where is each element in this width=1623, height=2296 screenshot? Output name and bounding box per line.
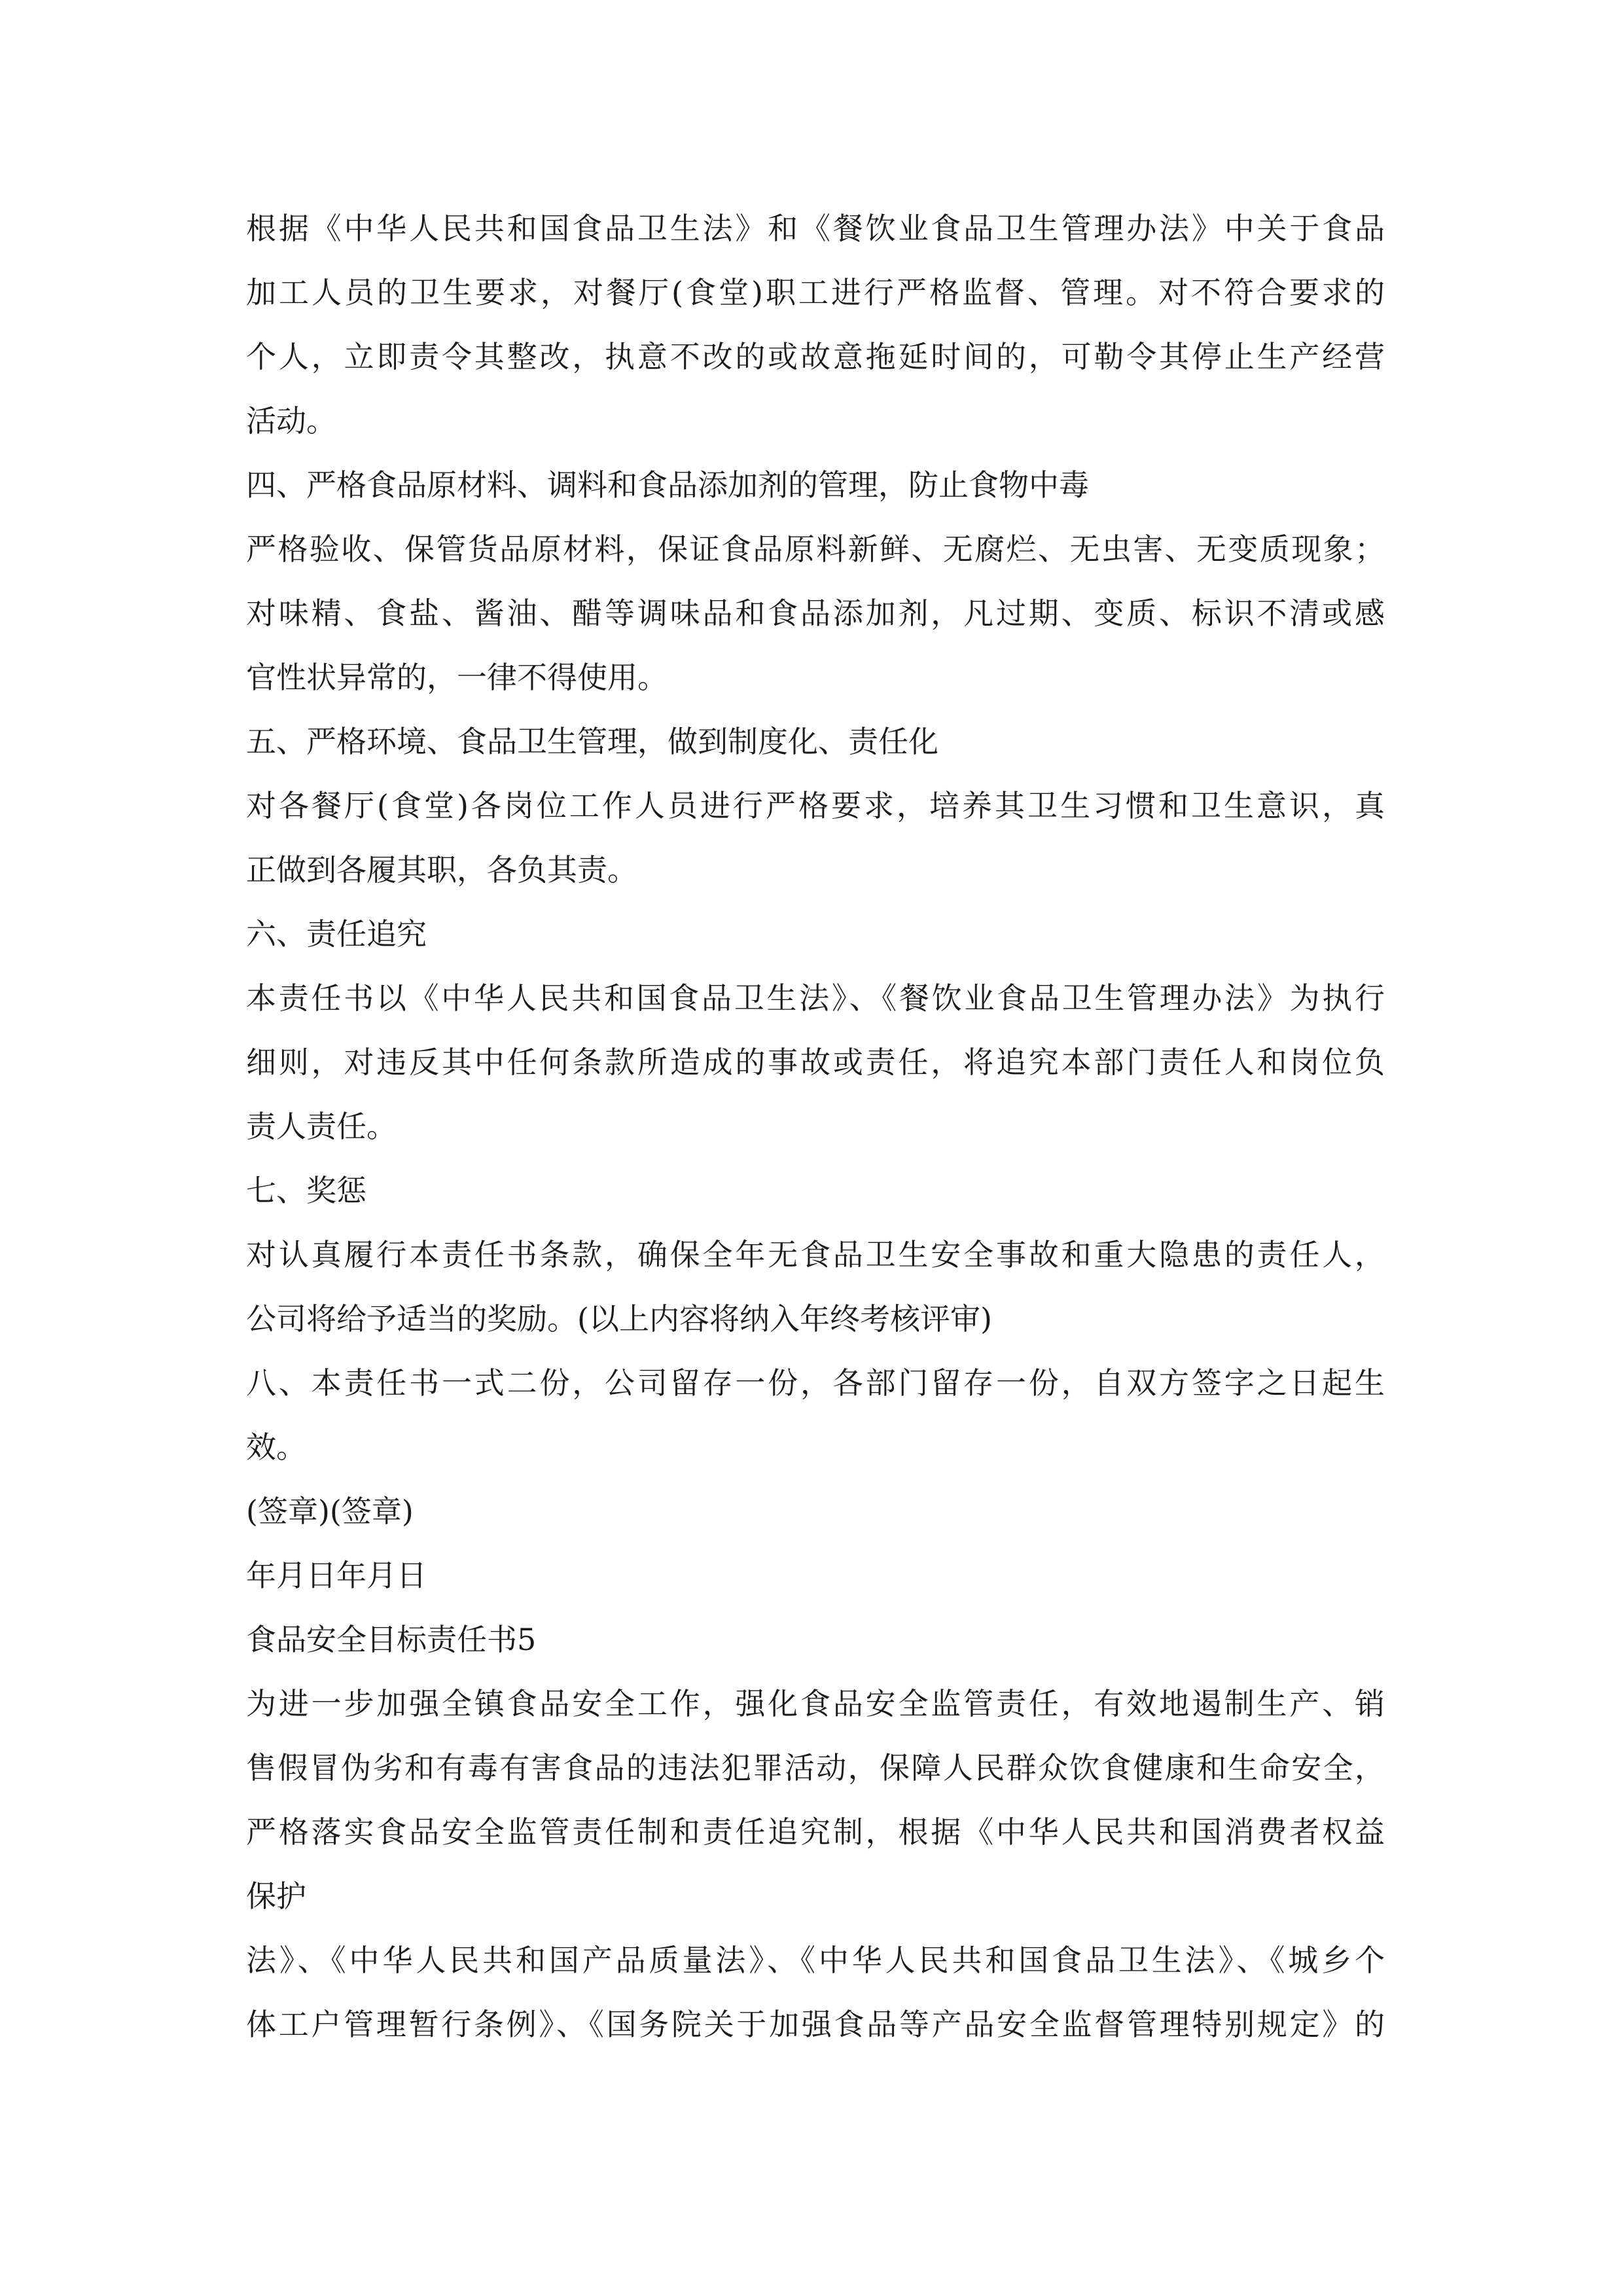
text-line: 官性状异常的，一律不得使用。 — [246, 660, 668, 695]
text-line: 体工户管理暂行条例》、《国务院关于加强食品等产品安全监督管理特别规定》的 — [246, 2007, 1385, 2042]
text-line: 对各餐厅(食堂)各岗位工作人员进行严格要求，培养其卫生习惯和卫生意识，真 — [246, 788, 1385, 823]
section-heading: 四、严格食品原材料、调料和食品添加剂的管理，防止食物中毒 — [246, 467, 1089, 503]
text-line: 为进一步加强全镇食品安全工作，强化食品安全监管责任，有效地遏制生产、销 — [246, 1686, 1385, 1721]
text-line: 保护 — [246, 1878, 306, 1914]
text-line: 严格落实食品安全监管责任制和责任追究制，根据《中华人民共和国消费者权益 — [246, 1814, 1385, 1850]
document-subtitle: 食品安全目标责任书5 — [246, 1622, 537, 1657]
text-line: 法》、《中华人民共和国产品质量法》、《中华人民共和国食品卫生法》、《城乡个 — [246, 1943, 1385, 1978]
document-body — [246, 196, 1385, 2056]
text-line: 责人责任。 — [246, 1109, 397, 1144]
text-line: 正做到各履其职，各负其责。 — [246, 852, 637, 888]
text-line: 严格验收、保管货品原材料，保证食品原料新鲜、无腐烂、无虫害、无变质现象； — [246, 531, 1385, 567]
signature-line: (签章)(签章) — [246, 1494, 414, 1529]
section-heading: 六、责任追究 — [246, 916, 427, 952]
text-line: 活动。 — [246, 403, 336, 439]
text-line: 售假冒伪劣和有毒有害食品的违法犯罪活动，保障人民群众饮食健康和生命安全， — [246, 1750, 1385, 1785]
section-heading: 七、奖惩 — [246, 1173, 366, 1208]
text-line: 对味精、食盐、酱油、醋等调味品和食品添加剂，凡过期、变质、标识不清或感 — [246, 596, 1385, 631]
text-line: 效。 — [246, 1429, 306, 1465]
text-line: 八、本责任书一式二份，公司留存一份，各部门留存一份，自双方签字之日起生 — [246, 1365, 1385, 1401]
text-line: 对认真履行本责任书条款，确保全年无食品卫生安全事故和重大隐患的责任人， — [246, 1237, 1385, 1272]
text-line: 加工人员的卫生要求，对餐厅(食堂)职工进行严格监督、管理。对不符合要求的 — [246, 275, 1385, 310]
text-line: 本责任书以《中华人民共和国食品卫生法》、《餐饮业食品卫生管理办法》为执行 — [246, 980, 1385, 1016]
section-heading: 五、严格环境、食品卫生管理，做到制度化、责任化 — [246, 724, 938, 759]
text-line: 个人，立即责令其整改，执意不改的或故意拖延时间的，可勒令其停止生产经营 — [246, 339, 1385, 374]
text-line: 细则，对违反其中任何条款所造成的事故或责任，将追究本部门责任人和岗位负 — [246, 1045, 1385, 1080]
date-line: 年月日年月日 — [246, 1558, 427, 1593]
text-line: 根据《中华人民共和国食品卫生法》和《餐饮业食品卫生管理办法》中关于食品 — [246, 211, 1385, 246]
text-line: 公司将给予适当的奖励。(以上内容将纳入年终考核评审) — [246, 1301, 992, 1336]
